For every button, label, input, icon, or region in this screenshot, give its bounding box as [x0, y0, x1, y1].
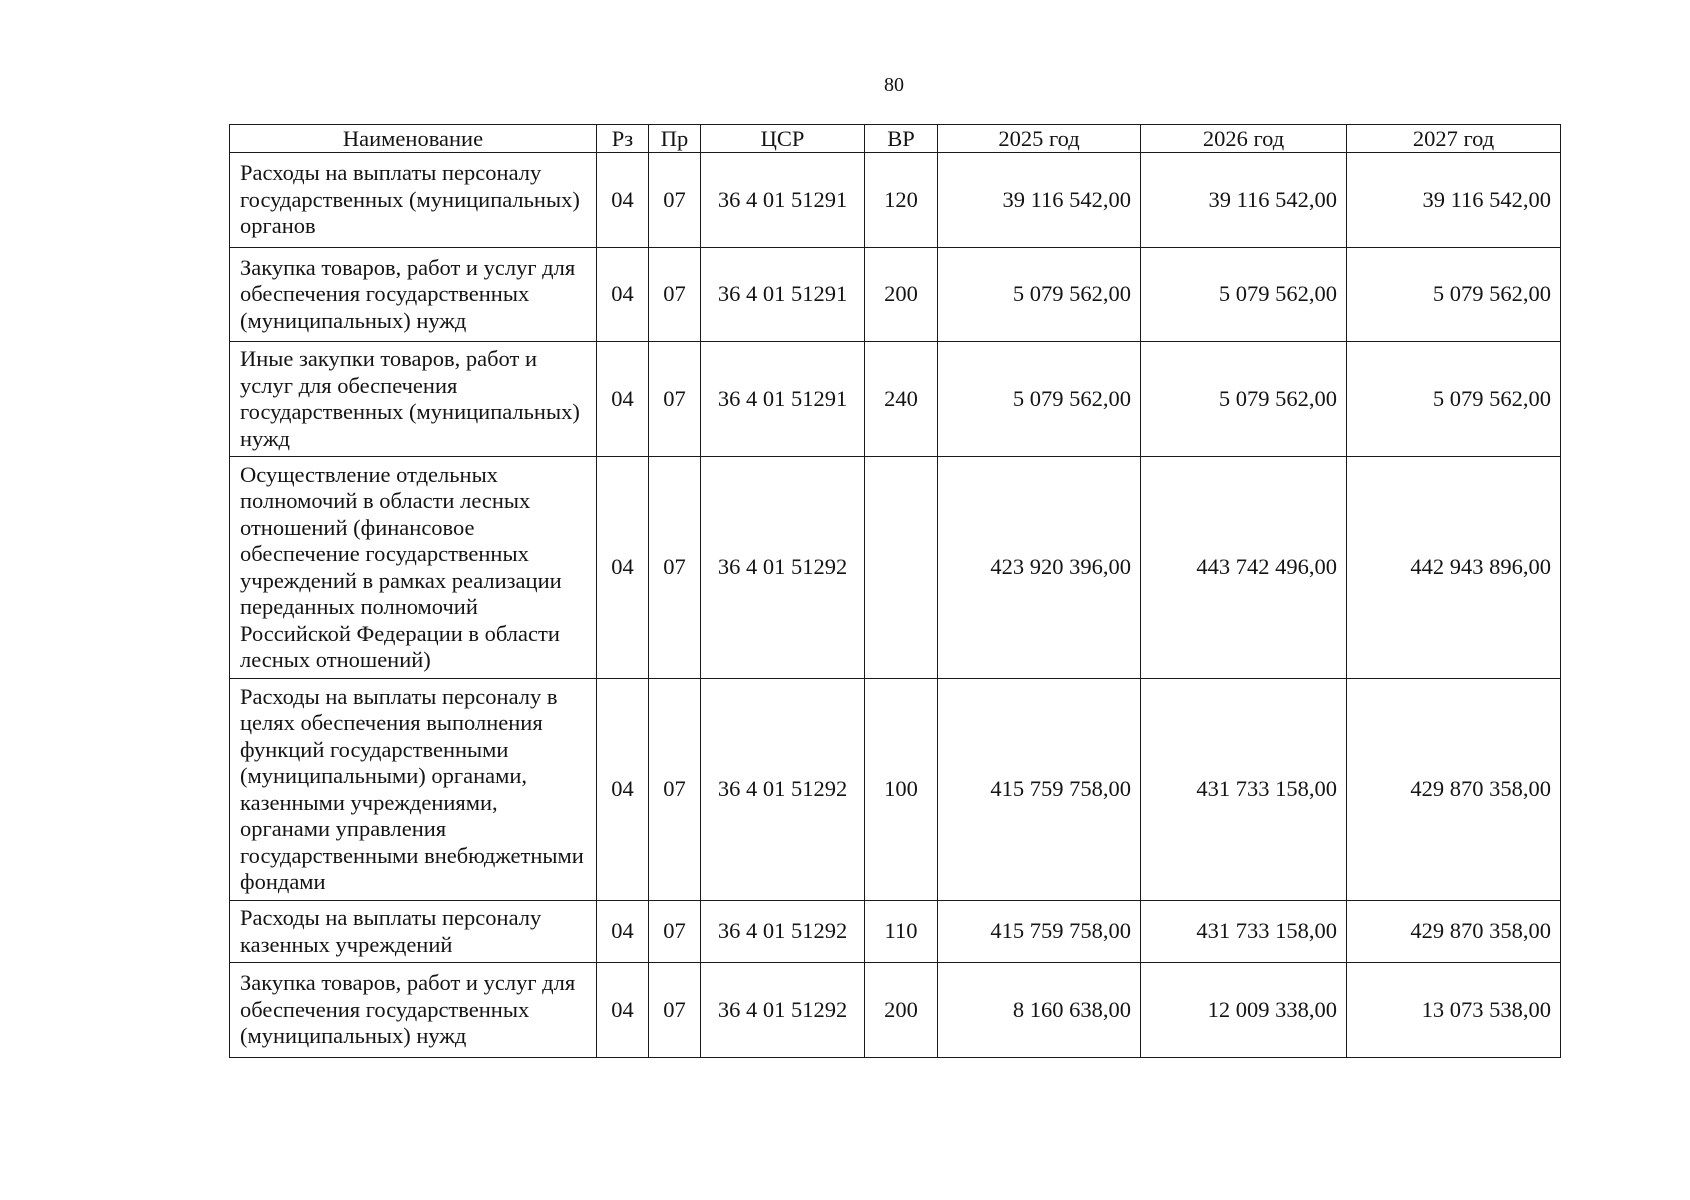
row-2026-cell: 431 733 158,00 — [1141, 901, 1347, 963]
row-2026-cell: 431 733 158,00 — [1141, 679, 1347, 901]
row-2027-cell: 442 943 896,00 — [1347, 457, 1561, 679]
row-2025-cell: 5 079 562,00 — [938, 342, 1141, 457]
row-csr-cell: 36 4 01 51292 — [701, 457, 865, 679]
row-csr-cell: 36 4 01 51291 — [701, 342, 865, 457]
row-2026-cell: 12 009 338,00 — [1141, 963, 1347, 1058]
row-vr-cell: 100 — [865, 679, 938, 901]
row-rz-cell: 04 — [597, 457, 649, 679]
row-2027-cell: 5 079 562,00 — [1347, 342, 1561, 457]
row-vr-cell: 200 — [865, 963, 938, 1058]
row-name-cell: Расходы на выплаты персоналу государственных (муниципальных) органов — [230, 153, 597, 248]
row-2025-cell: 415 759 758,00 — [938, 901, 1141, 963]
row-pr-cell: 07 — [649, 248, 701, 342]
row-pr-cell: 07 — [649, 342, 701, 457]
page-number: 80 — [884, 74, 904, 96]
table-row — [230, 342, 1561, 457]
row-pr-cell: 07 — [649, 679, 701, 901]
row-name-cell: Иные закупки товаров, работ и услуг для обеспечения государственных (муниципальных) нужд — [230, 342, 597, 457]
row-vr-cell: 120 — [865, 153, 938, 248]
row-rz-cell: 04 — [597, 153, 649, 248]
budget-table — [229, 124, 1561, 1058]
header-rz: Рз — [597, 125, 649, 153]
row-2025-cell: 39 116 542,00 — [938, 153, 1141, 248]
row-2025-cell: 415 759 758,00 — [938, 679, 1141, 901]
row-2027-cell: 429 870 358,00 — [1347, 901, 1561, 963]
row-name-cell: Закупка товаров, работ и услуг для обеспечения государственных (муниципальных) нужд — [230, 963, 597, 1058]
row-2025-cell: 8 160 638,00 — [938, 963, 1141, 1058]
header-name: Наименование — [230, 125, 597, 153]
row-name-cell: Расходы на выплаты персоналу в целях обеспечения выполнения функций государственными (муниципальными) органами, казенными учреждениями, органами управления государственными внебюджетными фондами — [230, 679, 597, 901]
row-2027-cell: 429 870 358,00 — [1347, 679, 1561, 901]
row-vr-cell: 110 — [865, 901, 938, 963]
header-csr: ЦСР — [701, 125, 865, 153]
row-csr-cell: 36 4 01 51292 — [701, 679, 865, 901]
row-pr-cell: 07 — [649, 153, 701, 248]
row-2027-cell: 39 116 542,00 — [1347, 153, 1561, 248]
row-name-cell: Расходы на выплаты персоналу казенных учреждений — [230, 901, 597, 963]
table-header-row — [230, 125, 1561, 153]
row-name-cell: Закупка товаров, работ и услуг для обеспечения государственных (муниципальных) нужд — [230, 248, 597, 342]
row-rz-cell: 04 — [597, 679, 649, 901]
table-row — [230, 963, 1561, 1058]
row-pr-cell: 07 — [649, 457, 701, 679]
row-pr-cell: 07 — [649, 963, 701, 1058]
row-rz-cell: 04 — [597, 963, 649, 1058]
row-2025-cell: 423 920 396,00 — [938, 457, 1141, 679]
row-2026-cell: 39 116 542,00 — [1141, 153, 1347, 248]
row-2026-cell: 5 079 562,00 — [1141, 248, 1347, 342]
row-rz-cell: 04 — [597, 342, 649, 457]
header-2027: 2027 год — [1347, 125, 1561, 153]
table-row — [230, 679, 1561, 901]
row-vr-cell: 240 — [865, 342, 938, 457]
header-2025: 2025 год — [938, 125, 1141, 153]
row-2026-cell: 5 079 562,00 — [1141, 342, 1347, 457]
row-2027-cell: 5 079 562,00 — [1347, 248, 1561, 342]
table-row — [230, 457, 1561, 679]
row-rz-cell: 04 — [597, 901, 649, 963]
row-csr-cell: 36 4 01 51291 — [701, 153, 865, 248]
row-csr-cell: 36 4 01 51291 — [701, 248, 865, 342]
header-pr: Пр — [649, 125, 701, 153]
header-2026: 2026 год — [1141, 125, 1347, 153]
table-row — [230, 248, 1561, 342]
row-vr-cell: 200 — [865, 248, 938, 342]
row-pr-cell: 07 — [649, 901, 701, 963]
row-name-cell: Осуществление отдельных полномочий в области лесных отношений (финансовое обеспечение государственных учреждений в рамках реализации переданных полномочий Российской Федерации в области лесных отношений) — [230, 457, 597, 679]
table-row — [230, 901, 1561, 963]
row-2027-cell: 13 073 538,00 — [1347, 963, 1561, 1058]
header-vr: ВР — [865, 125, 938, 153]
row-csr-cell: 36 4 01 51292 — [701, 901, 865, 963]
row-rz-cell: 04 — [597, 248, 649, 342]
row-csr-cell: 36 4 01 51292 — [701, 963, 865, 1058]
table-row — [230, 153, 1561, 248]
row-2026-cell: 443 742 496,00 — [1141, 457, 1347, 679]
row-vr-cell — [865, 457, 938, 679]
row-2025-cell: 5 079 562,00 — [938, 248, 1141, 342]
